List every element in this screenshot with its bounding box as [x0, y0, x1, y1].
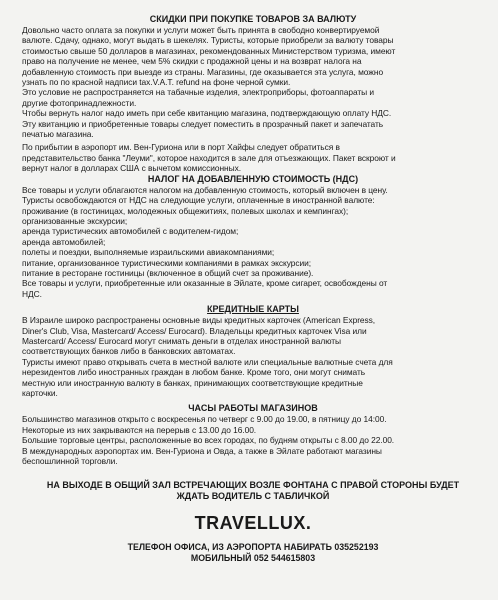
text-line: Туристы имеют право открывать счета в местной валюте или специальные валютные счета для — [22, 356, 393, 367]
text-line: Туристы освобождаются от НДС на следующие услуги, оплаченные в иностранной валюте: — [22, 195, 375, 206]
text-line: Diner's Club, Visa, Mastercard/ Access/ Eurocard). Владельцы кредитных карточек Visa или — [22, 325, 367, 336]
contact-phones — [22, 542, 484, 564]
text-line: нерезидентов либо иностранных граждан в любом банке. Кроме того, они могут снимать — [22, 367, 366, 378]
section-title-store-hours: ЧАСЫ РАБОТЫ МАГАЗИНОВ — [188, 403, 318, 414]
text-line: аренда туристических автомобилей с водителем-гидом; — [22, 226, 239, 237]
driver-note-line: ЖДАТЬ ВОДИТЕЛЬ С ТАБЛИЧКОЙ — [176, 491, 330, 502]
text-line: питание, организованное туристическими компаниями в рамках экскурсии; — [22, 257, 312, 268]
text-line: стоимостью свыше 50 долларов в магазинах, рекомендованных Министерством туризма, имеют — [22, 45, 396, 56]
text-line: карточки. — [22, 388, 58, 398]
text-line: Чтобы вернуть налог надо иметь при себе квитанцию магазина, подтверждающую оплату НДС. — [22, 108, 392, 119]
text-line: аренда автомобилей; — [22, 236, 106, 247]
text-line: Все товары и услуги облагаются налогом на добавленную стоимость, который включен в цену. — [22, 184, 388, 195]
text-line: местную или иностранную валюту в банках, принимающих соответствующие кредитные — [22, 377, 363, 388]
section-title-vat: НАЛОГ НА ДОБАВЛЕННУЮ СТОИМОСТЬ (НДС) — [147, 173, 359, 184]
text-line: организованные экскурсии; — [22, 215, 128, 226]
driver-note-line: НА ВЫХОДЕ В ОБЩИЙ ЗАЛ ВСТРЕЧАЮЩИХ ВОЗЛЕ ФОНТАНА С ПРАВОЙ СТОРОНЫ БУДЕТ — [46, 480, 460, 491]
text-line: НДС. — [22, 288, 42, 299]
text-line: печатью магазина. — [22, 129, 94, 140]
mobile-phone: МОБИЛЬНЫЙ 052 544615803 — [190, 553, 316, 564]
text-line: Это условие не распространяется на табачные изделия, электроприборы, фотоаппараты и — [22, 87, 375, 98]
text-line: представительство банка "Леуми", которое находится в зале для отъезжающих. Пакет вскроют и — [22, 152, 396, 163]
text-line: валюте. Сдачу, однако, могут выдать в шекелях. Туристы, которые приобрели за валюту товары — [22, 35, 394, 46]
text-line: Все товары и услуги, приобретенные или оказанные в Эйлате, кроме сигарет, освобождены от — [22, 278, 388, 289]
text-line: полеты и поездки, выполняемые израильскими авиакомпаниями; — [22, 247, 275, 258]
section-title-currency-discounts: СКИДКИ ПРИ ПОКУПКЕ ТОВАРОВ ЗА ВАЛЮТУ — [149, 14, 357, 24]
text-line: узнать по по красной надписи tax.V.A.T. refund на фоне черной сумки. — [22, 77, 291, 88]
brand-name: TRAVELLUX. — [194, 513, 312, 534]
text-line: вернут налог в долларах США с вычетом комиссионных. — [22, 163, 241, 174]
text-line: Большинство магазинов открыто с воскресенья по четверг с 9.00 до 19.00, в пятницу до 14:00. — [22, 414, 387, 425]
text-line: В международных аэропортах им. Вен-Гуриона и Овда, а также в Эйлате работают магазины — [22, 445, 382, 456]
text-line: добавленную стоимость при выезде из страны. Магазины, где оказывается эта услуга, можно — [22, 66, 384, 77]
text-line: питание в ресторане гостиницы (включенное в общий счет за проживание). — [22, 267, 314, 278]
office-phone: ТЕЛЕФОН ОФИСА, ИЗ АЭРОПОРТА НАБИРАТЬ 035252193 — [127, 542, 379, 553]
text-line: соответствующих банков либо в банковских автоматах. — [22, 346, 236, 357]
driver-meeting-note — [22, 480, 484, 502]
text-line: Некоторые из них закрываются на перерыв с 13.00 до 16.00. — [22, 424, 257, 435]
text-line: Довольно часто оплата за покупки и услуги может быть принята в свободно конвертируемой — [22, 25, 380, 35]
section-title-credit-cards: КРЕДИТНЫЕ КАРТЫ — [207, 304, 299, 315]
text-line: проживание (в гостиницах, молодежных общежитиях, полевых школах и кемпингах); — [22, 205, 349, 216]
text-line: Большие торговые центры, расположенные во всех городах, по будням открыты с 8.00 до 22.00. — [22, 435, 395, 446]
text-line: другие фотопринадлежности. — [22, 97, 137, 108]
text-line: беспошлинной торговли. — [22, 456, 118, 467]
text-line: Mastercard/ Access/ Eurocard могут снимать деньги в отделах иностранной валюты — [22, 335, 341, 346]
text-line: По прибытии в аэропорт им. Вен-Гуриона или в порт Хайфы следует обратиться в — [22, 142, 340, 153]
text-line: право на получение не менее, чем 5% скидки с продажной цены и на возврат налога на — [22, 56, 362, 67]
text-line: Эту квитанцию и приобретенные товары следует поместить в прозрачный пакет и запечатать — [22, 118, 384, 129]
text-line: В Израиле широко распространены основные виды кредитных карточек (American Express, — [22, 315, 376, 326]
